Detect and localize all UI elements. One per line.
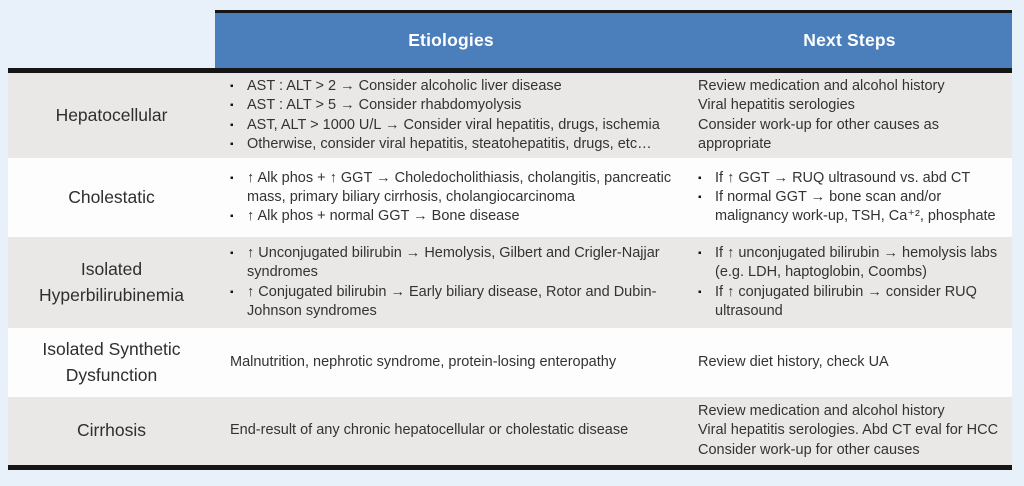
square-bullet-icon: ▪ — [230, 119, 234, 131]
etiologies-line: Malnutrition, nephrotic syndrome, protein-losing enteropathy — [230, 353, 617, 370]
square-bullet-icon: ▪ — [230, 211, 234, 223]
column-header-etiologies: Etiologies — [408, 30, 494, 50]
next-steps-line: Review medication and alcohol history — [698, 403, 945, 420]
table-row-isolated-synthetic-dysfunction — [8, 328, 1012, 397]
row-category-label: Cirrhosis — [76, 420, 147, 441]
row-category-label: Isolated Synthetic Dysfunction — [42, 339, 181, 385]
square-bullet-icon: ▪ — [698, 191, 702, 203]
next-steps-bullet-list — [698, 169, 1006, 227]
list-item: ▪ If ↑ unconjugated bilirubin → hemolysis labs (e.g. LDH, haptoglobin, Coombs) — [698, 244, 998, 281]
list-item: ▪ AST : ALT > 2 → Consider alcoholic liver disease — [230, 78, 562, 94]
table-header-band — [215, 10, 1012, 68]
etiologies-bullet-list — [230, 169, 677, 227]
list-item: ▪ If ↑ conjugated bilirubin → consider RUQ ultrasound — [698, 283, 977, 319]
square-bullet-icon: ▪ — [230, 286, 234, 298]
list-item: ▪ If ↑ GGT → RUQ ultrasound vs. abd CT — [698, 169, 971, 186]
etiologies-cell — [215, 328, 687, 397]
next-steps-line: Viral hepatitis serologies. Abd CT eval for HCC — [698, 422, 999, 439]
next-steps-line: Review diet history, check UA — [698, 353, 889, 370]
square-bullet-icon: ▪ — [698, 172, 702, 184]
column-header-next-steps: Next Steps — [803, 30, 896, 50]
etiologies-cell — [215, 397, 687, 465]
square-bullet-icon: ▪ — [230, 247, 234, 259]
square-bullet-icon: ▪ — [698, 286, 702, 298]
table-row-isolated-hyperbilirubinemia — [8, 237, 1012, 328]
square-bullet-icon: ▪ — [230, 172, 234, 184]
list-item: ▪ AST, ALT > 1000 U/L → Consider viral hepatitis, drugs, ischemia — [230, 116, 660, 133]
etiologies-line: End-result of any chronic hepatocellular or cholestatic disease — [230, 422, 629, 439]
etiologies-cell — [215, 158, 687, 237]
table-row-hepatocellular — [8, 73, 1012, 158]
table-row-cirrhosis — [8, 397, 1012, 465]
next-steps-bullet-list — [698, 244, 1006, 321]
etiologies-cell — [215, 73, 687, 158]
row-category-label: Cholestatic — [68, 186, 155, 207]
list-item: ▪ ↑ Alk phos + ↑ GGT → Choledocholithiasis, cholangitis, pancreatic mass, primary biliary cirrhosis, cholangiocarcinoma — [230, 169, 672, 205]
list-item: ▪ If normal GGT → bone scan and/or malignancy work-up, TSH, Ca⁺², phosphate — [698, 188, 996, 225]
square-bullet-icon: ▪ — [230, 100, 234, 112]
list-item: ▪ Otherwise, consider viral hepatitis, steatohepatitis, drugs, etc… — [230, 135, 652, 152]
table-row-cholestatic — [8, 158, 1012, 237]
etiologies-bullet-list — [230, 77, 677, 154]
next-steps-cell — [687, 328, 1012, 397]
list-item: ▪ AST : ALT > 5 → Consider rhabdomyolysis — [230, 97, 522, 114]
next-steps-line: Consider work-up for other causes as appropriate — [698, 116, 939, 152]
next-steps-line: Review medication and alcohol history — [698, 78, 945, 94]
etiologies-cell — [215, 237, 687, 328]
next-steps-cell — [687, 158, 1012, 237]
lft-interpretation-table — [8, 10, 1012, 470]
next-steps-cell — [687, 397, 1012, 465]
list-item: ▪ ↑ Unconjugated bilirubin → Hemolysis, Gilbert and Crigler-Najjar syndromes — [230, 244, 660, 281]
square-bullet-icon: ▪ — [698, 247, 702, 259]
square-bullet-icon: ▪ — [230, 81, 234, 92]
next-steps-line: Consider work-up for other causes — [698, 441, 920, 458]
etiologies-bullet-list — [230, 244, 677, 321]
table-body — [8, 68, 1012, 470]
list-item: ▪ ↑ Alk phos + normal GGT → Bone disease — [230, 208, 520, 225]
square-bullet-icon: ▪ — [230, 138, 234, 150]
next-steps-line: Viral hepatitis serologies — [698, 97, 855, 114]
list-item: ▪ ↑ Conjugated bilirubin → Early biliary disease, Rotor and Dubin-Johnson syndromes — [230, 283, 657, 319]
row-category-label: Hepatocellular — [55, 104, 168, 125]
next-steps-cell — [687, 73, 1012, 158]
row-category-label: Isolated Hyperbilirubinemia — [39, 259, 184, 305]
next-steps-cell — [687, 237, 1012, 328]
